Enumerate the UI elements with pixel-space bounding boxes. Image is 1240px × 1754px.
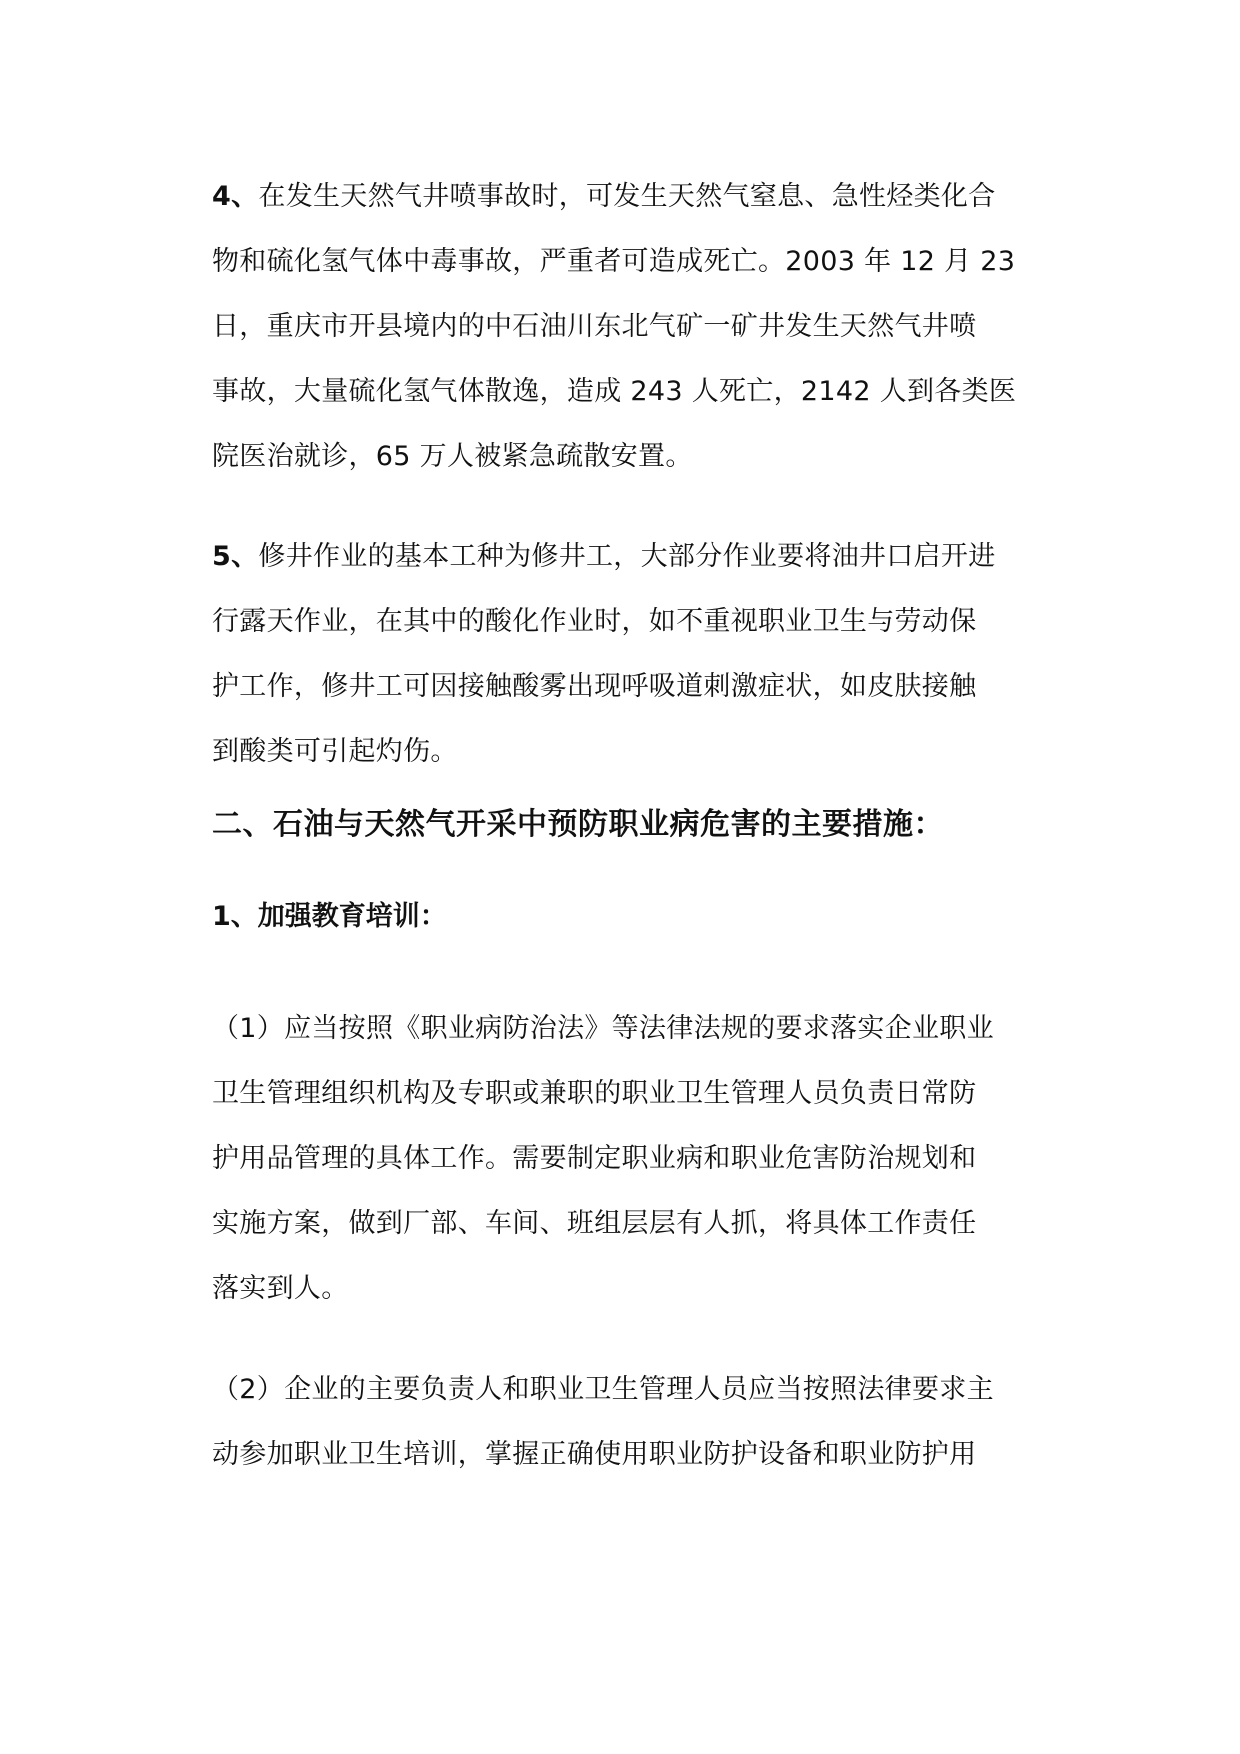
subsection-heading: 1、加强教育培训： — [212, 901, 447, 932]
paragraph-line: 事故，大量硫化氢气体散逸，造成 243 人死亡，2142 人到各类医 — [212, 376, 1017, 407]
paragraph-line: 日，重庆市开县境内的中石油川东北气矿一矿井发生天然气井喷 — [212, 311, 977, 342]
paragraph-line: 卫生管理组织机构及专职或兼职的职业卫生管理人员负责日常防 — [212, 1078, 977, 1109]
paragraph-line: （2）企业的主要负责人和职业卫生管理人员应当按照法律要求主 — [212, 1374, 994, 1405]
paragraph-line — [212, 164, 1032, 229]
paragraph-line: （1）应当按照《职业病防治法》等法律法规的要求落实企业职业 — [212, 1013, 994, 1044]
paragraph-line: 物和硫化氢气体中毒事故，严重者可造成死亡。2003 年 12 月 23 — [212, 246, 1016, 277]
paragraph-line: 动参加职业卫生培训，掌握正确使用职业防护设备和职业防护用 — [212, 1439, 977, 1470]
paragraph-line: 护工作，修井工可因接触酸雾出现呼吸道刺激症状，如皮肤接触 — [212, 671, 977, 702]
paragraph-line: 院医治就诊，65 万人被紧急疏散安置。 — [212, 441, 693, 472]
item-2 — [212, 1357, 1032, 1487]
paragraph-text: 在发生天然气井喷事故时，可发生天然气窒息、急性烃类化合 — [258, 181, 996, 212]
item-1 — [212, 996, 1032, 1321]
paragraph-4 — [212, 164, 1032, 489]
paragraph-5 — [212, 524, 1032, 784]
paragraph-line — [212, 524, 1032, 589]
paragraph-line: 行露天作业，在其中的酸化作业时，如不重视职业卫生与劳动保 — [212, 606, 977, 637]
section-heading: 二、石油与天然气开采中预防职业病危害的主要措施： — [212, 807, 944, 842]
paragraph-text: 修井作业的基本工种为修井工，大部分作业要将油井口启开进 — [258, 541, 996, 572]
paragraph-line: 到酸类可引起灼伤。 — [212, 736, 458, 767]
paragraph-line: 实施方案，做到厂部、车间、班组层层有人抓，将具体工作责任 — [212, 1208, 977, 1239]
paragraph-number: 4、 — [212, 181, 259, 212]
paragraph-line: 护用品管理的具体工作。需要制定职业病和职业危害防治规划和 — [212, 1143, 977, 1174]
paragraph-number: 5、 — [212, 541, 259, 572]
paragraph-line: 落实到人。 — [212, 1273, 349, 1304]
